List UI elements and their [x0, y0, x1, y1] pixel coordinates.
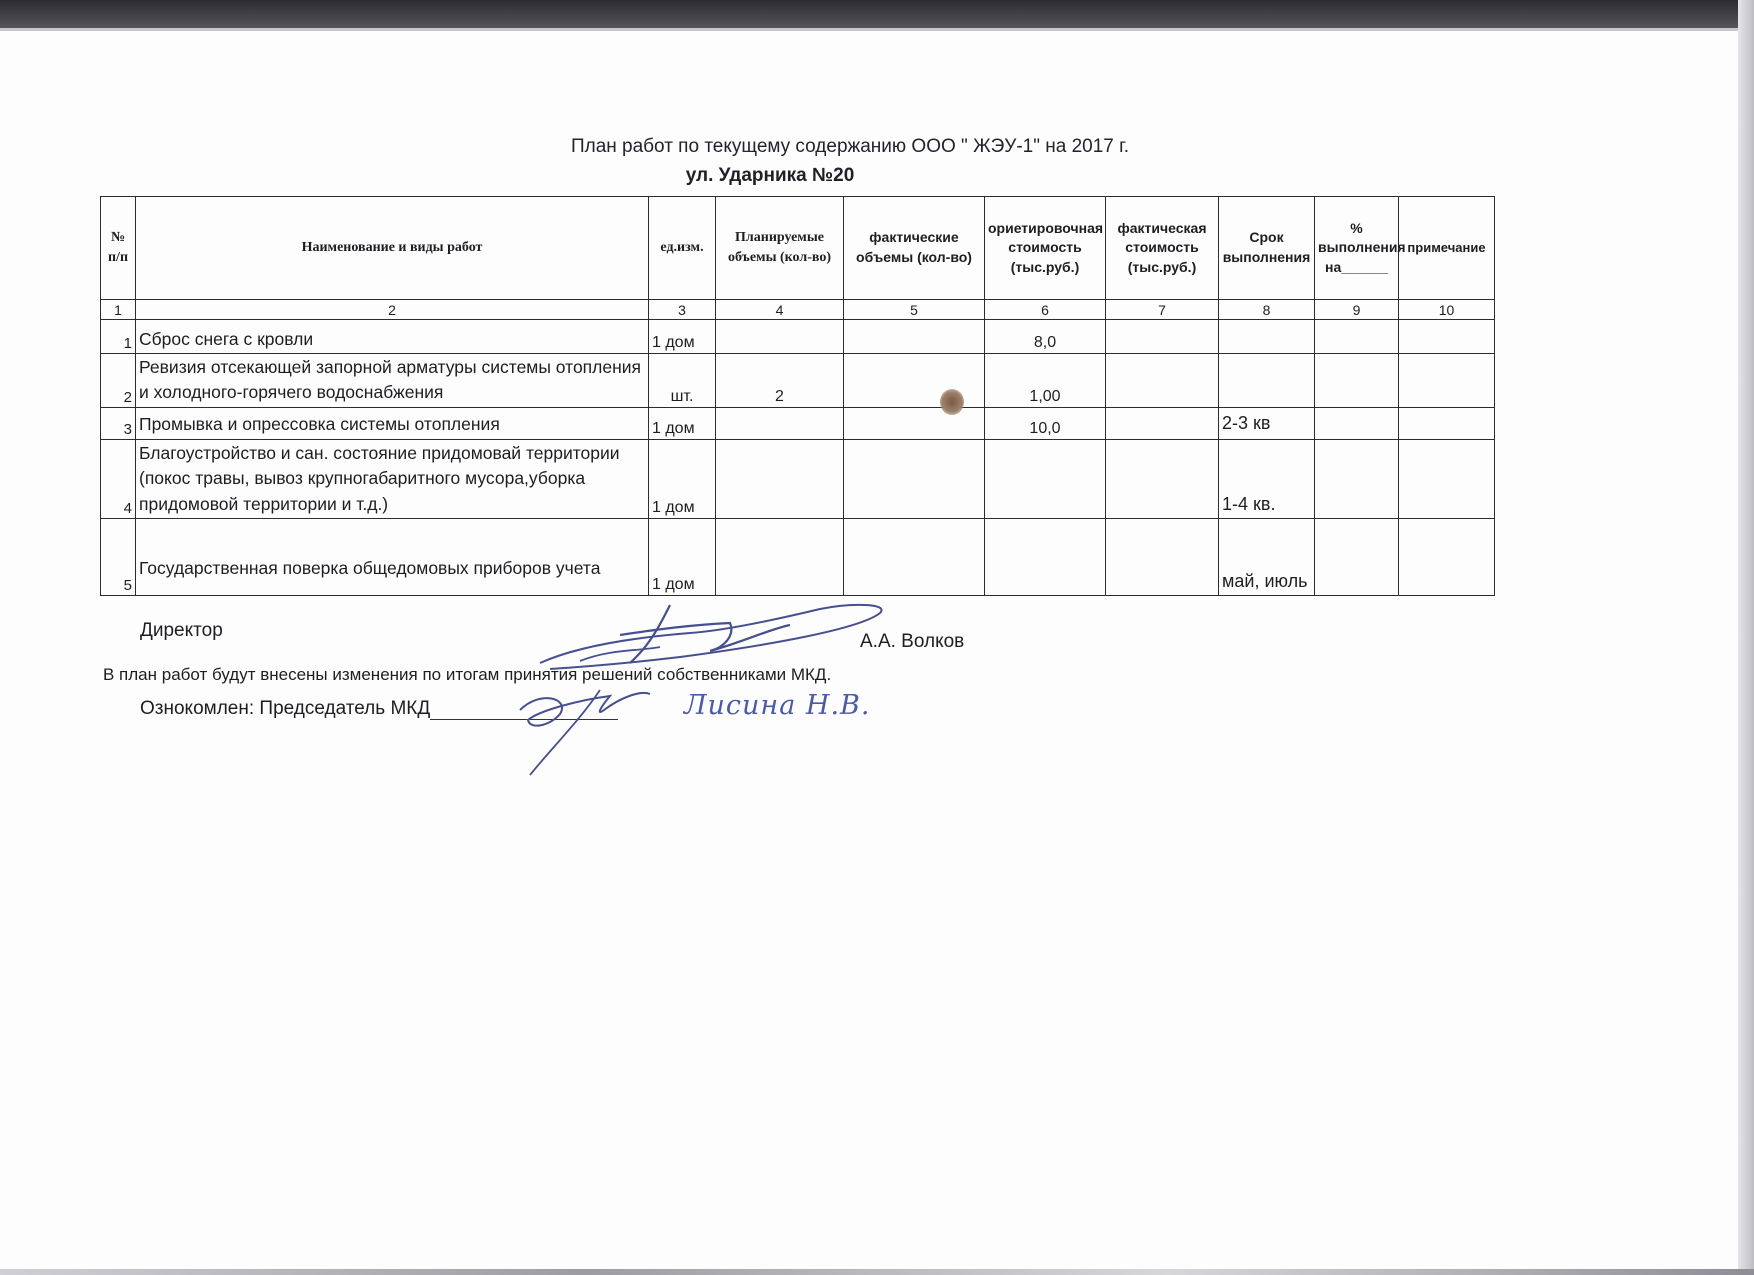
acknowledgement-label: Ознокомлен: Председатель МКД	[140, 698, 431, 719]
row-act-cost	[1106, 518, 1219, 595]
column-number: 2	[136, 300, 649, 320]
column-number: 8	[1219, 300, 1315, 320]
column-number: 9	[1315, 300, 1399, 320]
row-num: 2	[101, 354, 136, 408]
column-number: 6	[985, 300, 1106, 320]
scan-bottom-edge	[0, 1269, 1754, 1275]
row-num: 3	[101, 407, 136, 439]
row-term: 2-3 кв	[1219, 407, 1315, 439]
header-term: Срок выполнения	[1219, 197, 1315, 300]
row-work-name: Сброс снега с кровли	[136, 320, 649, 354]
row-est-cost	[985, 518, 1106, 595]
row-work-name: Промывка и опрессовка системы отопления	[136, 407, 649, 439]
table-row	[101, 354, 1495, 408]
handwritten-name: Лисина Н.В.	[684, 690, 871, 721]
row-note	[1399, 320, 1495, 354]
row-planned	[716, 320, 844, 354]
document-address: ул. Ударника №20	[685, 165, 855, 186]
director-label: Директор	[140, 620, 223, 641]
director-name: А.А. Волков	[860, 631, 965, 652]
row-unit: 1 дом	[649, 407, 716, 439]
document-title: План работ по текущему содержанию ООО " ЖЭУ-1" на 2017 г.	[570, 136, 1130, 157]
row-term: май, июль	[1219, 518, 1315, 595]
row-work-name: Ревизия отсекающей запорной арматуры системы отопления и холодного-горячего водоснабжения	[136, 354, 649, 408]
table-row	[101, 439, 1495, 518]
row-planned	[716, 439, 844, 518]
header-est-cost: ориетировочная стоимость (тыс.руб.)	[985, 197, 1106, 300]
header-percent: % выполнения на______	[1315, 197, 1399, 300]
column-number: 3	[649, 300, 716, 320]
row-percent	[1315, 518, 1399, 595]
row-note	[1399, 518, 1495, 595]
row-term: 1-4 кв.	[1219, 439, 1315, 518]
column-number: 1	[101, 300, 136, 320]
row-act-cost	[1106, 439, 1219, 518]
table-row	[101, 518, 1495, 595]
row-act-cost	[1106, 407, 1219, 439]
row-act-cost	[1106, 320, 1219, 354]
row-percent	[1315, 320, 1399, 354]
row-num: 4	[101, 439, 136, 518]
ink-stain	[940, 389, 964, 415]
chairman-signature	[500, 680, 680, 780]
row-unit: 1 дом	[649, 320, 716, 354]
column-number: 4	[716, 300, 844, 320]
row-num: 1	[101, 320, 136, 354]
header-name: Наименование и виды работ	[136, 197, 649, 300]
row-work-name: Благоустройство и сан. состояние придомовай территории (покос травы, вывоз крупногабаритного мусора,уборка придомовой территории и т.д.)	[136, 439, 649, 518]
row-percent	[1315, 407, 1399, 439]
column-number: 10	[1399, 300, 1495, 320]
header-num: № п/п	[101, 197, 136, 300]
footer-note: В план работ будут внесены изменения по итогам принятия решений собственниками МКД.	[103, 665, 832, 684]
row-unit: 1 дом	[649, 518, 716, 595]
header-note: примечание	[1399, 197, 1495, 300]
row-est-cost: 8,0	[985, 320, 1106, 354]
row-num: 5	[101, 518, 136, 595]
work-plan-table	[100, 196, 1495, 596]
row-unit: шт.	[649, 354, 716, 408]
acknowledgement	[140, 698, 618, 720]
row-planned: 2	[716, 354, 844, 408]
scan-top-edge	[0, 0, 1754, 28]
row-planned	[716, 407, 844, 439]
column-number-row	[101, 300, 1495, 320]
header-unit: ед.изм.	[649, 197, 716, 300]
column-number: 5	[844, 300, 985, 320]
row-actual	[844, 407, 985, 439]
row-est-cost: 1,00	[985, 354, 1106, 408]
table-header-row	[101, 197, 1495, 300]
row-note	[1399, 354, 1495, 408]
row-note	[1399, 439, 1495, 518]
row-planned	[716, 518, 844, 595]
row-percent	[1315, 439, 1399, 518]
row-term	[1219, 354, 1315, 408]
header-actual: фактические объемы (кол-во)	[844, 197, 985, 300]
row-percent	[1315, 354, 1399, 408]
header-planned: Планируемые объемы (кол-во)	[716, 197, 844, 300]
row-actual	[844, 518, 985, 595]
row-actual	[844, 320, 985, 354]
scan-right-edge	[1738, 0, 1754, 1275]
row-note	[1399, 407, 1495, 439]
row-act-cost	[1106, 354, 1219, 408]
row-est-cost	[985, 439, 1106, 518]
table-row	[101, 320, 1495, 354]
row-est-cost: 10,0	[985, 407, 1106, 439]
row-term	[1219, 320, 1315, 354]
column-number: 7	[1106, 300, 1219, 320]
header-act-cost: фактическая стоимость (тыс.руб.)	[1106, 197, 1219, 300]
signature-line	[430, 701, 618, 720]
row-unit: 1 дом	[649, 439, 716, 518]
table-row	[101, 407, 1495, 439]
row-actual	[844, 439, 985, 518]
row-work-name: Государственная поверка общедомовых приборов учета	[136, 518, 649, 595]
